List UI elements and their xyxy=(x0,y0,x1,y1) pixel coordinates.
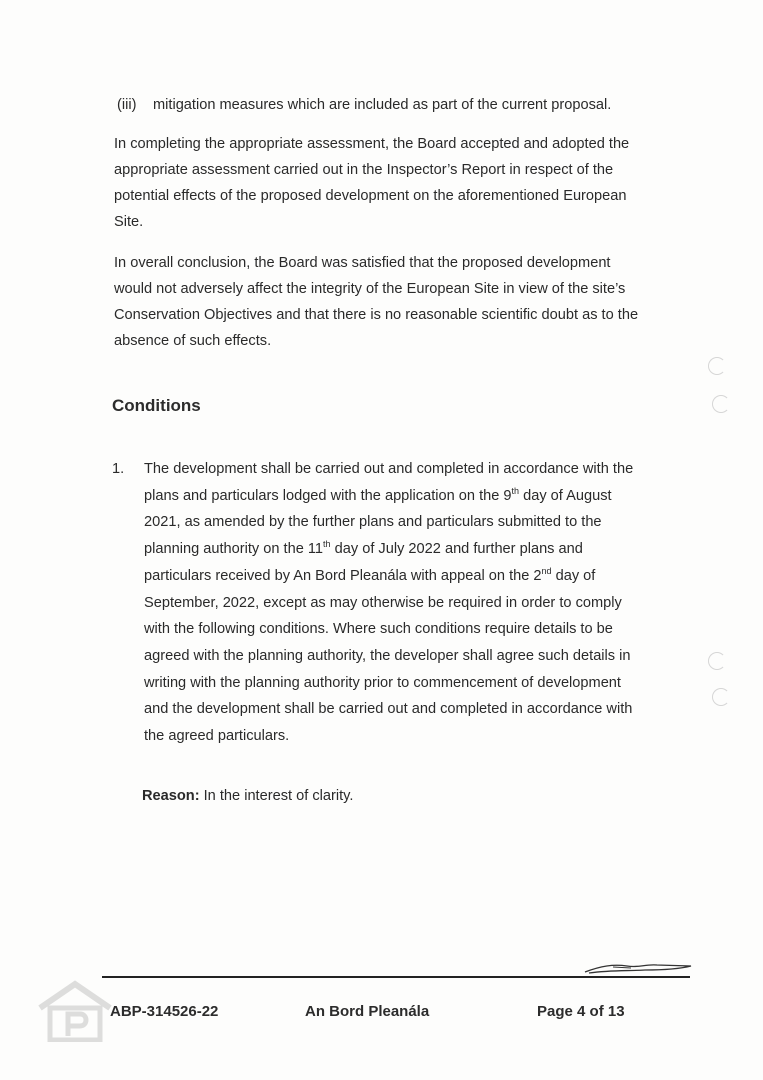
reason-label: Reason: xyxy=(142,788,200,804)
footer-reference: ABP-314526-22 xyxy=(110,1003,219,1020)
footer-organisation: An Bord Pleanála xyxy=(305,1003,430,1020)
reason-text: In the interest of clarity. xyxy=(199,788,354,804)
mitigation-item-numeral: (iii) xyxy=(117,97,137,113)
watermark-logo-icon xyxy=(36,980,114,1042)
ordinal-suffix: th xyxy=(511,485,520,496)
footer-divider xyxy=(102,976,690,978)
condition-text-part: day of September, 2022, except as may otherwise be required in order to comply with the following conditions. Where such conditions require details to be agreed with the planning authority, the developer shall agree such details in writing with the planning authority prior to commencement of development and the development shall be carried out and completed in accordance with the agreed particulars. xyxy=(144,567,633,745)
ordinal-suffix: nd xyxy=(541,565,552,576)
conclusion-paragraph: In overall conclusion, the Board was satisfied that the proposed development would not adversely affect the integrity of the European Site in view of the site’s Conservation Objectives and that there is no reasonable scientific doubt as to the absence of such effects. xyxy=(114,255,639,349)
condition-reason xyxy=(142,783,353,809)
footer-page-number: Page 4 of 13 xyxy=(537,1003,625,1020)
mitigation-item-text: mitigation measures which are included as part of the current proposal. xyxy=(153,97,612,113)
initials-signature xyxy=(583,958,695,978)
condition-text-part: day of August 2021, as amended by the further plans and particulars submitted to the planning authority on the 11 xyxy=(144,487,612,558)
conditions-heading: Conditions xyxy=(112,396,201,415)
condition-number: 1. xyxy=(112,461,125,477)
condition-text xyxy=(144,456,644,750)
condition-text-part: The development shall be carried out and completed in accordance with the plans and particulars lodged with the application on the 9 xyxy=(144,461,634,504)
mitigation-item xyxy=(117,92,611,118)
assessment-paragraph: In completing the appropriate assessment, the Board accepted and adopted the appropriate assessment carried out in the Inspector’s Report in respect of the potential effects of the proposed development on the aforementioned European Site. xyxy=(114,136,630,230)
margin-hole-mark xyxy=(712,395,730,413)
margin-hole-mark xyxy=(712,688,730,706)
condition-text-part: day of July 2022 and further plans and particulars received by An Bord Pleanála with appeal on the 2 xyxy=(144,541,583,584)
ordinal-suffix: th xyxy=(323,539,331,550)
margin-hole-mark xyxy=(708,652,726,670)
margin-hole-mark xyxy=(708,357,726,375)
